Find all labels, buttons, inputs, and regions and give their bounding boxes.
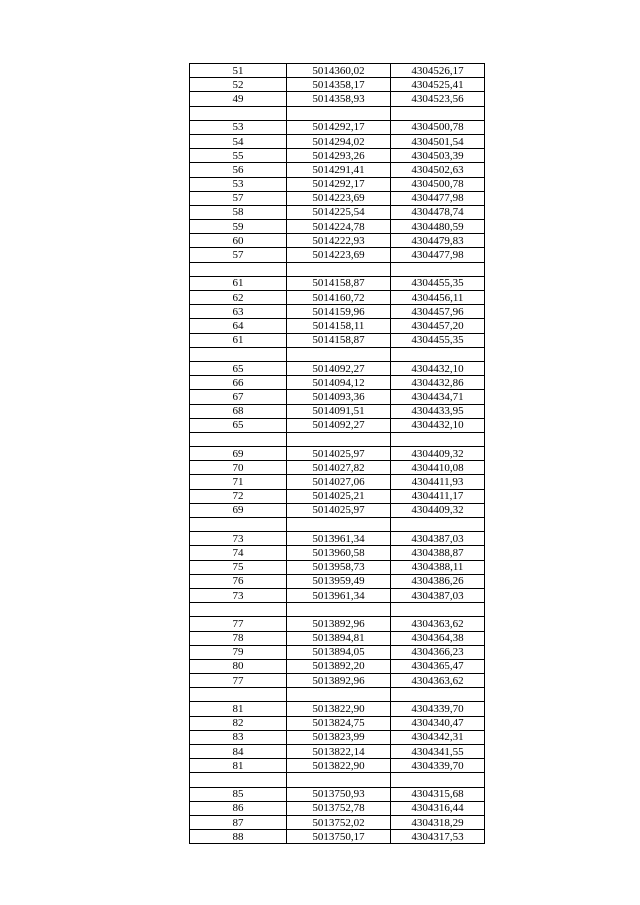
point-number-cell: 58 — [190, 205, 287, 219]
point-number-cell: 60 — [190, 234, 287, 248]
y-coordinate-cell: 4304341,55 — [391, 745, 485, 759]
y-coordinate-cell: 4304318,29 — [391, 815, 485, 829]
point-number-cell: 77 — [190, 617, 287, 631]
point-number-cell: 71 — [190, 475, 287, 489]
x-coordinate-cell — [287, 106, 391, 120]
y-coordinate-cell: 4304388,87 — [391, 546, 485, 560]
x-coordinate-cell — [287, 603, 391, 617]
y-coordinate-cell: 4304455,35 — [391, 276, 485, 290]
y-coordinate-cell: 4304363,62 — [391, 617, 485, 631]
point-number-cell: 76 — [190, 574, 287, 588]
y-coordinate-cell: 4304315,68 — [391, 787, 485, 801]
point-number-cell: 85 — [190, 787, 287, 801]
y-coordinate-cell — [391, 688, 485, 702]
table-row — [190, 191, 485, 205]
x-coordinate-cell: 5014160,72 — [287, 291, 391, 305]
y-coordinate-cell: 4304410,08 — [391, 461, 485, 475]
x-coordinate-cell: 5014025,97 — [287, 503, 391, 517]
point-number-cell: 61 — [190, 276, 287, 290]
y-coordinate-cell: 4304457,96 — [391, 305, 485, 319]
table-row — [190, 574, 485, 588]
table-row — [190, 319, 485, 333]
y-coordinate-cell: 4304432,10 — [391, 418, 485, 432]
x-coordinate-cell: 5014291,41 — [287, 163, 391, 177]
point-number-cell: 74 — [190, 546, 287, 560]
point-number-cell — [190, 262, 287, 276]
point-number-cell: 83 — [190, 730, 287, 744]
y-coordinate-cell: 4304366,23 — [391, 645, 485, 659]
y-coordinate-cell: 4304479,83 — [391, 234, 485, 248]
table-row — [190, 432, 485, 446]
x-coordinate-cell: 5014224,78 — [287, 220, 391, 234]
x-coordinate-cell — [287, 262, 391, 276]
table-row — [190, 475, 485, 489]
y-coordinate-cell — [391, 603, 485, 617]
y-coordinate-cell: 4304388,11 — [391, 560, 485, 574]
point-number-cell: 57 — [190, 248, 287, 262]
table-row — [190, 134, 485, 148]
y-coordinate-cell — [391, 518, 485, 532]
table-row — [190, 361, 485, 375]
x-coordinate-cell: 5013822,90 — [287, 759, 391, 773]
y-coordinate-cell: 4304523,56 — [391, 92, 485, 106]
x-coordinate-cell: 5014027,06 — [287, 475, 391, 489]
x-coordinate-cell: 5013752,78 — [287, 801, 391, 815]
y-coordinate-cell: 4304503,39 — [391, 149, 485, 163]
point-number-cell: 81 — [190, 702, 287, 716]
y-coordinate-cell: 4304478,74 — [391, 205, 485, 219]
table-row — [190, 177, 485, 191]
table-row — [190, 390, 485, 404]
x-coordinate-cell: 5013822,14 — [287, 745, 391, 759]
point-number-cell: 51 — [190, 64, 287, 78]
point-number-cell: 77 — [190, 674, 287, 688]
y-coordinate-cell: 4304434,71 — [391, 390, 485, 404]
point-number-cell: 75 — [190, 560, 287, 574]
point-number-cell: 49 — [190, 92, 287, 106]
table-row — [190, 745, 485, 759]
table-row — [190, 447, 485, 461]
x-coordinate-cell: 5014222,93 — [287, 234, 391, 248]
y-coordinate-cell: 4304387,03 — [391, 532, 485, 546]
y-coordinate-cell: 4304432,86 — [391, 376, 485, 390]
table-row — [190, 815, 485, 829]
table-row — [190, 106, 485, 120]
y-coordinate-cell: 4304457,20 — [391, 319, 485, 333]
x-coordinate-cell: 5014092,27 — [287, 361, 391, 375]
y-coordinate-cell: 4304477,98 — [391, 248, 485, 262]
point-number-cell: 54 — [190, 134, 287, 148]
table-row — [190, 262, 485, 276]
x-coordinate-cell — [287, 688, 391, 702]
table-row — [190, 659, 485, 673]
table-row — [190, 305, 485, 319]
x-coordinate-cell: 5013894,81 — [287, 631, 391, 645]
point-number-cell: 62 — [190, 291, 287, 305]
table-row — [190, 149, 485, 163]
x-coordinate-cell: 5013892,96 — [287, 674, 391, 688]
y-coordinate-cell: 4304433,95 — [391, 404, 485, 418]
point-number-cell: 52 — [190, 78, 287, 92]
table-row — [190, 801, 485, 815]
table-row — [190, 234, 485, 248]
table-row — [190, 702, 485, 716]
y-coordinate-cell: 4304500,78 — [391, 120, 485, 134]
table-row — [190, 220, 485, 234]
y-coordinate-cell: 4304365,47 — [391, 659, 485, 673]
table-row — [190, 645, 485, 659]
coordinates-table-body — [190, 64, 485, 844]
y-coordinate-cell: 4304456,11 — [391, 291, 485, 305]
x-coordinate-cell — [287, 432, 391, 446]
table-row — [190, 532, 485, 546]
x-coordinate-cell: 5014225,54 — [287, 205, 391, 219]
table-row — [190, 518, 485, 532]
y-coordinate-cell: 4304525,41 — [391, 78, 485, 92]
x-coordinate-cell: 5014092,27 — [287, 418, 391, 432]
table-row — [190, 404, 485, 418]
x-coordinate-cell: 5013894,05 — [287, 645, 391, 659]
x-coordinate-cell: 5013752,02 — [287, 815, 391, 829]
y-coordinate-cell: 4304364,38 — [391, 631, 485, 645]
x-coordinate-cell: 5014292,17 — [287, 120, 391, 134]
coordinates-table — [189, 63, 485, 844]
y-coordinate-cell: 4304340,47 — [391, 716, 485, 730]
y-coordinate-cell: 4304432,10 — [391, 361, 485, 375]
x-coordinate-cell: 5013960,58 — [287, 546, 391, 560]
y-coordinate-cell: 4304386,26 — [391, 574, 485, 588]
table-row — [190, 716, 485, 730]
x-coordinate-cell: 5013823,99 — [287, 730, 391, 744]
x-coordinate-cell: 5014293,26 — [287, 149, 391, 163]
point-number-cell: 84 — [190, 745, 287, 759]
point-number-cell: 61 — [190, 333, 287, 347]
table-row — [190, 617, 485, 631]
table-row — [190, 674, 485, 688]
x-coordinate-cell — [287, 518, 391, 532]
x-coordinate-cell — [287, 773, 391, 787]
point-number-cell: 65 — [190, 418, 287, 432]
x-coordinate-cell: 5014158,11 — [287, 319, 391, 333]
point-number-cell — [190, 347, 287, 361]
y-coordinate-cell: 4304317,53 — [391, 830, 485, 844]
point-number-cell: 69 — [190, 447, 287, 461]
point-number-cell: 59 — [190, 220, 287, 234]
y-coordinate-cell: 4304455,35 — [391, 333, 485, 347]
point-number-cell: 87 — [190, 815, 287, 829]
point-number-cell: 70 — [190, 461, 287, 475]
y-coordinate-cell: 4304526,17 — [391, 64, 485, 78]
y-coordinate-cell: 4304477,98 — [391, 191, 485, 205]
point-number-cell — [190, 688, 287, 702]
x-coordinate-cell: 5013892,20 — [287, 659, 391, 673]
table-row — [190, 461, 485, 475]
x-coordinate-cell: 5014360,02 — [287, 64, 391, 78]
point-number-cell: 66 — [190, 376, 287, 390]
table-row — [190, 588, 485, 602]
y-coordinate-cell — [391, 106, 485, 120]
point-number-cell: 53 — [190, 177, 287, 191]
point-number-cell — [190, 518, 287, 532]
table-row — [190, 688, 485, 702]
point-number-cell: 56 — [190, 163, 287, 177]
x-coordinate-cell: 5013750,93 — [287, 787, 391, 801]
y-coordinate-cell: 4304502,63 — [391, 163, 485, 177]
point-number-cell: 88 — [190, 830, 287, 844]
x-coordinate-cell: 5014358,17 — [287, 78, 391, 92]
x-coordinate-cell: 5014223,69 — [287, 191, 391, 205]
x-coordinate-cell: 5014158,87 — [287, 333, 391, 347]
y-coordinate-cell: 4304339,70 — [391, 759, 485, 773]
table-row — [190, 347, 485, 361]
x-coordinate-cell: 5013750,17 — [287, 830, 391, 844]
point-number-cell: 64 — [190, 319, 287, 333]
y-coordinate-cell: 4304411,17 — [391, 489, 485, 503]
table-row — [190, 276, 485, 290]
table-row — [190, 64, 485, 78]
y-coordinate-cell: 4304501,54 — [391, 134, 485, 148]
point-number-cell: 67 — [190, 390, 287, 404]
point-number-cell: 79 — [190, 645, 287, 659]
y-coordinate-cell: 4304387,03 — [391, 588, 485, 602]
table-row — [190, 418, 485, 432]
point-number-cell: 72 — [190, 489, 287, 503]
point-number-cell: 73 — [190, 532, 287, 546]
table-row — [190, 248, 485, 262]
x-coordinate-cell: 5014027,82 — [287, 461, 391, 475]
y-coordinate-cell: 4304409,32 — [391, 503, 485, 517]
point-number-cell: 69 — [190, 503, 287, 517]
table-row — [190, 333, 485, 347]
point-number-cell: 65 — [190, 361, 287, 375]
table-row — [190, 92, 485, 106]
x-coordinate-cell: 5013822,90 — [287, 702, 391, 716]
table-row — [190, 773, 485, 787]
x-coordinate-cell: 5014025,97 — [287, 447, 391, 461]
x-coordinate-cell: 5014158,87 — [287, 276, 391, 290]
point-number-cell: 82 — [190, 716, 287, 730]
x-coordinate-cell: 5014358,93 — [287, 92, 391, 106]
table-row — [190, 205, 485, 219]
point-number-cell: 68 — [190, 404, 287, 418]
x-coordinate-cell: 5013961,34 — [287, 532, 391, 546]
x-coordinate-cell: 5013961,34 — [287, 588, 391, 602]
y-coordinate-cell: 4304411,93 — [391, 475, 485, 489]
y-coordinate-cell: 4304500,78 — [391, 177, 485, 191]
y-coordinate-cell: 4304339,70 — [391, 702, 485, 716]
y-coordinate-cell: 4304342,31 — [391, 730, 485, 744]
x-coordinate-cell: 5014025,21 — [287, 489, 391, 503]
x-coordinate-cell: 5014292,17 — [287, 177, 391, 191]
y-coordinate-cell: 4304316,44 — [391, 801, 485, 815]
point-number-cell: 81 — [190, 759, 287, 773]
x-coordinate-cell: 5014223,69 — [287, 248, 391, 262]
x-coordinate-cell: 5013824,75 — [287, 716, 391, 730]
point-number-cell — [190, 603, 287, 617]
table-row — [190, 376, 485, 390]
point-number-cell — [190, 773, 287, 787]
table-row — [190, 830, 485, 844]
table-row — [190, 291, 485, 305]
x-coordinate-cell — [287, 347, 391, 361]
point-number-cell: 53 — [190, 120, 287, 134]
y-coordinate-cell: 4304363,62 — [391, 674, 485, 688]
table-row — [190, 489, 485, 503]
table-row — [190, 787, 485, 801]
x-coordinate-cell: 5013892,96 — [287, 617, 391, 631]
point-number-cell: 80 — [190, 659, 287, 673]
y-coordinate-cell: 4304480,59 — [391, 220, 485, 234]
x-coordinate-cell: 5013959,49 — [287, 574, 391, 588]
point-number-cell — [190, 432, 287, 446]
table-row — [190, 759, 485, 773]
table-row — [190, 163, 485, 177]
table-row — [190, 631, 485, 645]
x-coordinate-cell: 5014094,12 — [287, 376, 391, 390]
table-row — [190, 503, 485, 517]
y-coordinate-cell — [391, 262, 485, 276]
table-row — [190, 120, 485, 134]
x-coordinate-cell: 5014159,96 — [287, 305, 391, 319]
x-coordinate-cell: 5013958,73 — [287, 560, 391, 574]
table-row — [190, 546, 485, 560]
point-number-cell: 63 — [190, 305, 287, 319]
y-coordinate-cell — [391, 347, 485, 361]
table-row — [190, 730, 485, 744]
x-coordinate-cell: 5014091,51 — [287, 404, 391, 418]
y-coordinate-cell — [391, 432, 485, 446]
point-number-cell: 73 — [190, 588, 287, 602]
x-coordinate-cell: 5014294,02 — [287, 134, 391, 148]
x-coordinate-cell: 5014093,36 — [287, 390, 391, 404]
point-number-cell: 57 — [190, 191, 287, 205]
table-row — [190, 603, 485, 617]
y-coordinate-cell: 4304409,32 — [391, 447, 485, 461]
y-coordinate-cell — [391, 773, 485, 787]
table-row — [190, 560, 485, 574]
point-number-cell — [190, 106, 287, 120]
point-number-cell: 86 — [190, 801, 287, 815]
table-row — [190, 78, 485, 92]
point-number-cell: 55 — [190, 149, 287, 163]
point-number-cell: 78 — [190, 631, 287, 645]
